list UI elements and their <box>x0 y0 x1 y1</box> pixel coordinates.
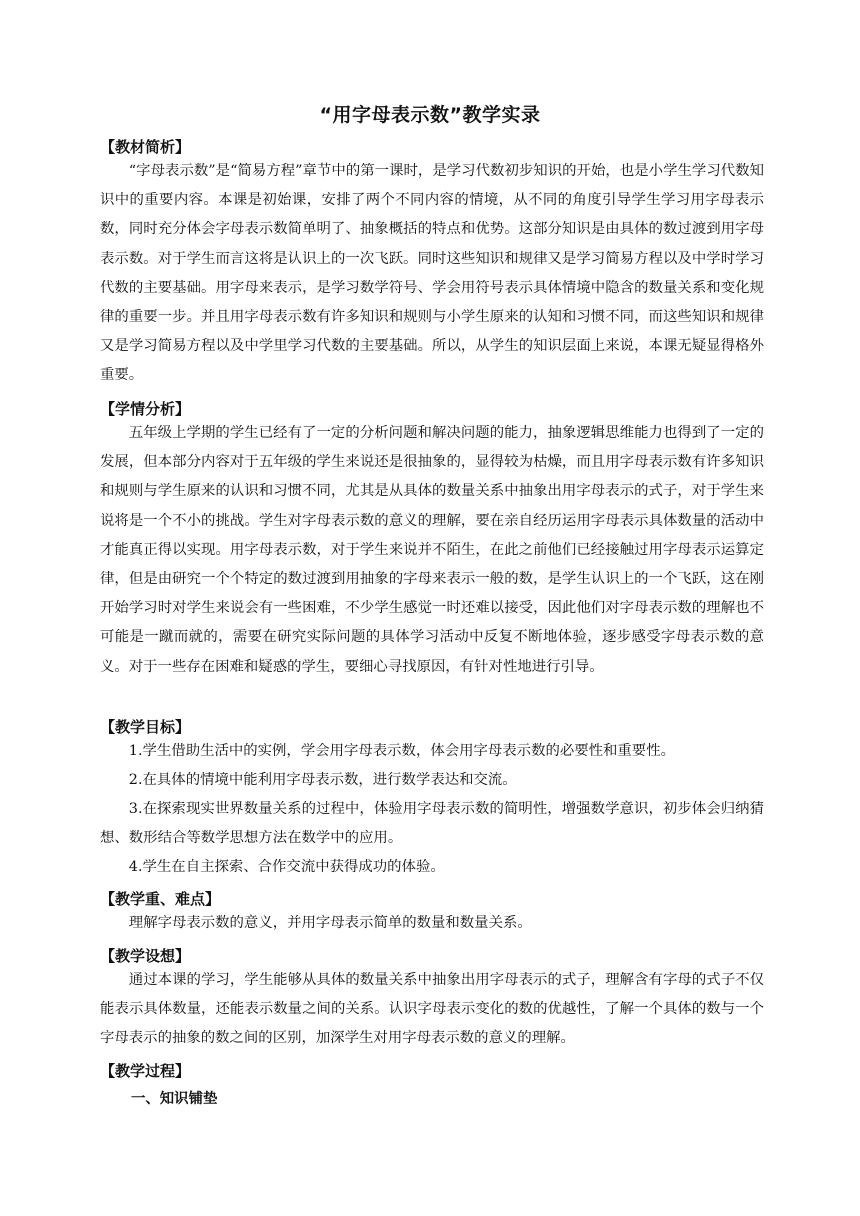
heading-student-analysis: 【学情分析】 <box>100 400 191 418</box>
paragraph-teaching-concept: 通过本课的学习，学生能够从具体的数量关系中抽象出用字母表示的式子，理解含有字母的式子不仅能表示具体数量，还能表示数量之间的关系。认识字母表示变化的数的优越性，了解一个具体的数与一个字母表示的抽象的数之间的区别，加深学生对用字母表示数的意义的理解。 <box>100 972 764 1047</box>
heading-teaching-process: 【教学过程】 <box>100 1062 191 1080</box>
paragraph-key-difficult-points: 理解字母表示数的意义，并用字母表示简单的数量和数量关系。 <box>128 915 532 931</box>
objective-item-2: 2.在具体的情境中能利用字母表示数，进行数学表达和交流。 <box>128 772 517 788</box>
heading-key-difficult-points: 【教学重、难点】 <box>100 890 221 908</box>
objective-item-4: 4.学生在自主探索、合作交流中获得成功的体验。 <box>128 859 445 875</box>
objective-item-3: 3.在探索现实世界数量关系的过程中，体验用字母表示数的简明性，增强数学意识，初步体会归纳猜想、数形结合等数学思想方法在数学中的应用。 <box>100 801 764 847</box>
objective-item-1: 1.学生借助生活中的实例，学会用字母表示数，体会用字母表示数的必要性和重要性。 <box>128 743 675 759</box>
heading-teaching-objectives: 【教学目标】 <box>100 718 191 736</box>
subheading-knowledge-foundation: 一、知识铺垫 <box>131 1091 218 1107</box>
paragraph-textbook-analysis: “字母表示数”是“简易方程”章节中的第一课时，是学习代数初步知识的开始，也是小学生学习代数知识中的重要内容。本课是初始课，安排了两个不同内容的情境，从不同的角度引导学生学习用字母表示数，同时充分体会字母表示数简单明了、抽象概括的特点和优势。这部分知识是由具体的数过渡到用字母表示数。对于学生而言这将是认识上的一次飞跃。同时这些知识和规律又是学习简易方程以及中学时学习代数的主要基础。用字母来表示，是学习数学符号、学会用符号表示具体情境中隐含的数量关系和变化规律的重要一步。并且用字母表示数有许多知识和规则与小学生原来的认知和习惯不同，而这些知识和规律又是学习简易方程以及中学里学习代数的主要基础。所以，从学生的知识层面上来说，本课无疑显得格外重要。 <box>100 163 764 384</box>
paragraph-student-analysis: 五年级上学期的学生已经有了一定的分析问题和解决问题的能力，抽象逻辑思维能力也得到了一定的发展，但本部分内容对于五年级的学生来说还是很抽象的，显得较为枯燥，而且用字母表示数有许多知识和规则与学生原来的认识和习惯不同，尤其是从具体的数量关系中抽象出用字母表示的式子，对于学生来说将是一个不小的挑战。学生对字母表示数的意义的理解，要在亲自经历运用字母表示具体数量的活动中才能真正得以实现。用字母表示数，对于学生来说并不陌生，在此之前他们已经接触过用字母表示运算定律，但是由研究一个个特定的数过渡到用抽象的字母来表示一般的数，是学生认识上的一个飞跃，这在刚开始学习时对学生来说会有一些困难，不少学生感觉一时还难以接受，因此他们对字母表示数的理解也不可能是一蹴而就的，需要在研究实际问题的具体学习活动中反复不断地体验，逐步感受字母表示数的意义。对于一些存在困难和疑惑的学生，要细心寻找原因，有针对性地进行引导。 <box>100 425 764 675</box>
heading-teaching-concept: 【教学设想】 <box>100 947 191 965</box>
document-title: “用字母表示数”教学实录 <box>319 104 541 126</box>
heading-textbook-analysis: 【教材简析】 <box>100 138 191 156</box>
